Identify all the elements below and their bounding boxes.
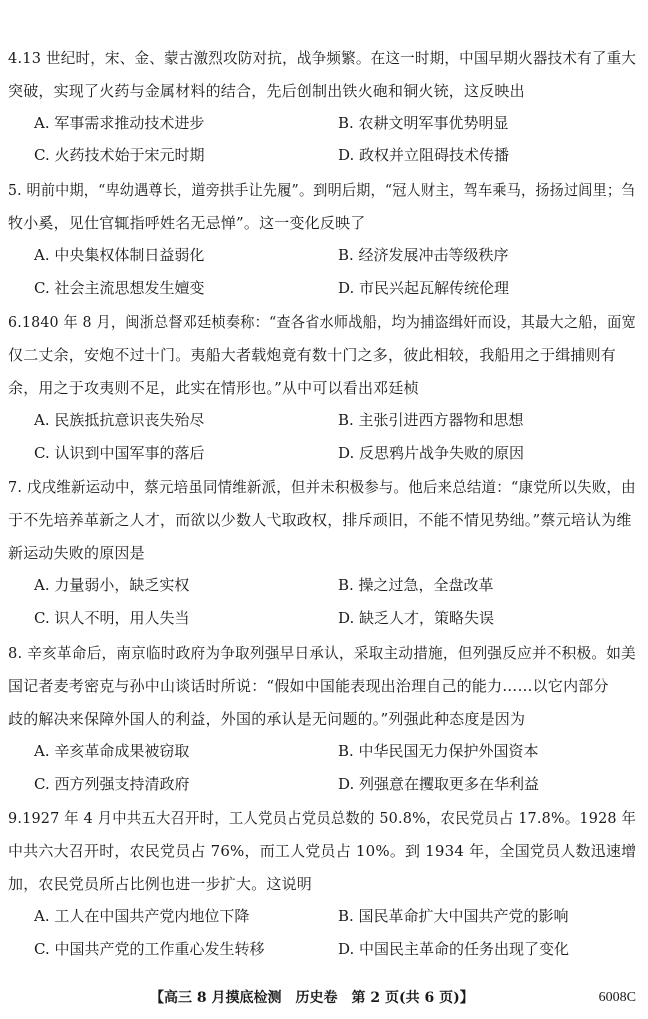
stem-line: 歧的解决来保障外国人的利益，外国的承认是无问题的。”列强此种态度是因为 — [8, 710, 526, 728]
option-b: B. 操之过急，全盘改革 — [338, 576, 494, 594]
option-a: A. 辛亥革命成果被窃取 — [34, 742, 190, 760]
option-d: D. 政权并立阻碍技术传播 — [338, 146, 510, 164]
option-c: C. 中国共产党的工作重心发生转移 — [34, 940, 265, 958]
option-c: C. 西方列强支持清政府 — [34, 775, 190, 793]
stem-line: 7. 戊戌维新运动中，蔡元培虽同情维新派，但并未积极参与。他后来总结道：“康党所以失败，由 — [8, 478, 636, 496]
option-b: B. 中华民国无力保护外国资本 — [338, 742, 539, 760]
question-stem — [8, 174, 636, 240]
footer-code: 6008C — [598, 990, 636, 1005]
option-c: C. 识人不明，用人失当 — [34, 609, 190, 627]
stem-line: 中共六大召开时，农民党员占 76%，而工人党员占 10%。到 1934 年，全国党员人数迅速增 — [8, 842, 637, 860]
question-stem — [8, 637, 636, 736]
stem-line: 余，用之于攻夷则不足，此实在情形也。”从中可以看出邓廷桢 — [8, 379, 419, 397]
stem-line: 9.1927 年 4 月中共五大召开时，工人党员占党员总数的 50.8%，农民党员占 17.8%。1928 年 — [8, 809, 637, 827]
option-c: C. 认识到中国军事的落后 — [34, 444, 205, 462]
option-b: B. 经济发展冲击等级秩序 — [338, 246, 509, 264]
option-d: D. 中国民主革命的任务出现了变化 — [338, 940, 570, 958]
page-footer — [0, 986, 648, 1010]
option-d: D. 反思鸦片战争失败的原因 — [338, 444, 525, 462]
question-stem — [8, 306, 636, 405]
stem-line: 国记者麦考密克与孙中山谈话时所说：“假如中国能表现出治理自己的能力……以它内部分 — [8, 677, 609, 695]
stem-line: 牧小奚，见仕官辄指呼姓名无忌惮”。这一变化反映了 — [8, 214, 366, 232]
stem-line: 于不先培养革新之人才，而欲以少数人弋取政权，排斥顽旧，不能不情见势绌。”蔡元培认为维 — [8, 511, 632, 529]
stem-line: 6.1840 年 8 月，闽浙总督邓廷桢奏称：“查各省水师战船，均为捕盗缉奸而设，其最大之船，面宽 — [8, 313, 636, 331]
option-d: D. 缺乏人才，策略失误 — [338, 609, 495, 627]
question-stem — [8, 42, 636, 108]
stem-line: 加，农民党员所占比例也进一步扩大。这说明 — [8, 875, 313, 893]
stem-line: 仅二丈余，安炮不过十门。夷船大者载炮竟有数十门之多，彼此相较，我船用之于缉捕则有 — [8, 346, 617, 364]
option-a: A. 军事需求推动技术进步 — [34, 114, 205, 132]
question-stem — [8, 802, 636, 901]
option-b: B. 主张引进西方器物和思想 — [338, 411, 524, 429]
footer-title: 【高三 8 月摸底检测 历史卷 第 2 页(共 6 页)】 — [150, 990, 474, 1006]
option-c: C. 社会主流思想发生嬗变 — [34, 279, 205, 297]
option-d: D. 列强意在攫取更多在华利益 — [338, 775, 540, 793]
option-a: A. 民族抵抗意识丧失殆尽 — [34, 411, 205, 429]
option-c: C. 火药技术始于宋元时期 — [34, 146, 205, 164]
stem-line: 突破，实现了火药与金属材料的结合，先后创制出铁火砲和铜火铳，这反映出 — [8, 82, 525, 100]
option-a: A. 中央集权体制日益弱化 — [34, 246, 205, 264]
option-a: A. 工人在中国共产党内地位下降 — [34, 907, 250, 925]
option-d: D. 市民兴起瓦解传统伦理 — [338, 279, 510, 297]
option-b: B. 农耕文明军事优势明显 — [338, 114, 509, 132]
option-a: A. 力量弱小，缺乏实权 — [34, 576, 190, 594]
stem-line: 新运动失败的原因是 — [8, 544, 145, 562]
stem-line: 5. 明前中期，“卑幼遇尊长，道旁拱手让先履”。到明后期，“冠人财主，驾车乘马，扬扬过闾里；刍 — [8, 181, 636, 199]
stem-line: 4.13 世纪时，宋、金、蒙古激烈攻防对抗，战争频繁。在这一时期，中国早期火器技术有了重大 — [8, 49, 637, 67]
option-b: B. 国民革命扩大中国共产党的影响 — [338, 907, 569, 925]
question-stem — [8, 471, 636, 570]
stem-line: 8. 辛亥革命后，南京临时政府为争取列强早日承认，采取主动措施，但列强反应并不积极。如美 — [8, 644, 636, 662]
